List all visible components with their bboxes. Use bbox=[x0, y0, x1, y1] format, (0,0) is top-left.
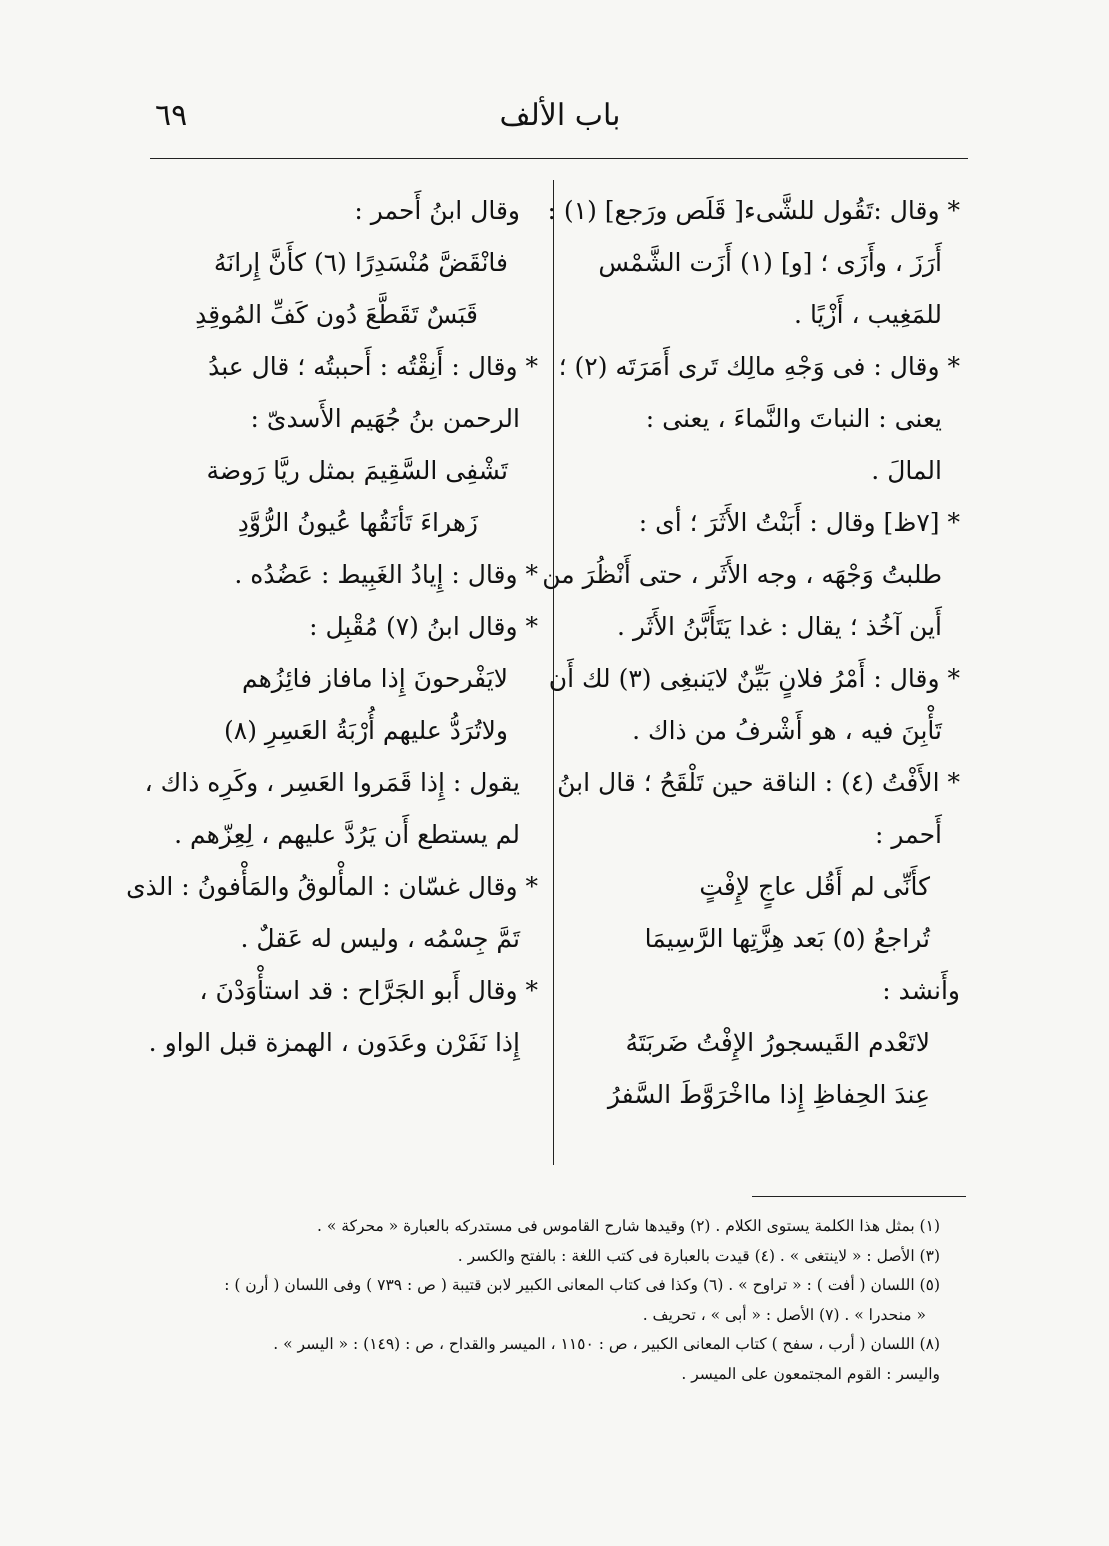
footnote-rule bbox=[752, 1196, 966, 1197]
footnote-line: (١) بمثل هذا الكلمة يستوى الكلام . (٢) وقيدها شارح القاموس فى مستدركه بالعبارة « محركة » . bbox=[317, 1217, 940, 1235]
page-number: ٦٩ bbox=[155, 98, 188, 133]
verse-line: لايَفْرحونَ إِذا مافاز فائِزُهم bbox=[241, 664, 508, 693]
chapter-title: باب الألف bbox=[499, 98, 621, 133]
text-line: * وقال : إِيادُ الغَبِيط : عَضُدُه . bbox=[234, 560, 538, 589]
text-line: طلبتُ وَجْهَه ، وجه الأَثَر ، حتى أَنْظُرَ من bbox=[542, 560, 942, 589]
verse-line: تُراجعُ (٥) بَعد هِزَّتِها الرَّسِيمَا bbox=[644, 924, 930, 953]
verse-line: كأَنِّى لم أَقُل عاجٍ لإِفْتٍ bbox=[699, 872, 930, 901]
text-line: تَأْبِنَ فيه ، هو أَشْرفُ من ذاك . bbox=[632, 716, 942, 745]
text-line: * [٧ظ] وقال : أَبَنْتُ الأَثَرَ ؛ أى : bbox=[638, 508, 960, 537]
verse-line: فانْقَضَّ مُنْسَدِرًا (٦) كأَنَّ إِرانَهُ bbox=[213, 248, 508, 277]
left-column bbox=[118, 185, 538, 1069]
footnote-line: واليسر : القوم المجتمعون على الميسر . bbox=[681, 1364, 940, 1383]
text-line: * وقال ابنُ (٧) مُقْبِل : bbox=[309, 612, 538, 641]
verse-line: لاتَعْدم القَيسجورُ الإِفْتُ ضَربَتَهُ bbox=[625, 1028, 930, 1057]
header-rule bbox=[150, 158, 968, 159]
verse-line: تَشْفِى السَّقِيمَ بمثل ريَّا رَوضة bbox=[206, 456, 508, 485]
right-column bbox=[542, 185, 960, 1121]
text-line: * وقال : أَمْرُ فلانٍ بَيِّنٌ لايَنبغِى (٣) لك أَن bbox=[548, 664, 960, 693]
text-line: المالَ . bbox=[871, 456, 942, 485]
verse-line: زَهراءَ تَأنَقُها عُيونُ الرُّوَّدِ bbox=[237, 508, 478, 537]
text-line: * الأَفْتُ (٤) : الناقة حين تَلْقَحُ ؛ قال ابنُ bbox=[557, 768, 960, 797]
text-line: * وقال : فى وَجْهِ مالِك تَرى أَمَرَتَه (٢) ؛ bbox=[558, 352, 960, 381]
text-line: للمَغِيب ، أَزْيًا . bbox=[794, 300, 942, 329]
footnote-line: (٥) اللسان ( أفت ) : « تراوح » . (٦) وكذا فى كتاب المعانى الكبير لابن قتيبة ( ص : ٧٣٩ ) وفى اللسان ( أرن ) : bbox=[224, 1276, 940, 1294]
text-line: * وقال :تَقُول للشَّىء[ قَلَص ورَجع] (١) : bbox=[547, 196, 960, 225]
text-line: أَين آخُذ ؛ يقال : غدا يَتَأَبَّنُ الأَثَر . bbox=[617, 612, 942, 641]
text-line: تَمَّ جِسْمُه ، وليس له عَقلٌ . bbox=[240, 924, 520, 953]
footnote-line: « منحدرا » . (٧) الأصل : « أبى » ، تحريف . bbox=[642, 1305, 926, 1324]
text-line: وأَنشد : bbox=[882, 976, 960, 1005]
footnote-line: (٣) الأصل : « لاينتغى » . (٤) قيدت بالعبارة فى كتب اللغة : بالفتح والكسر . bbox=[457, 1246, 940, 1265]
verse-line: قَبَسٌ تَقَطَّعَ دُون كَفِّ المُوقِدِ bbox=[195, 300, 478, 329]
text-line: * وقال : أَنِقْتُه : أَحببتُه ؛ قال عبدُ bbox=[208, 352, 538, 381]
footnote-line: (٨) اللسان ( أرب ، سفح ) كتاب المعانى الكبير ، ص : ١١٥٠ ، الميسر والقداح ، ص : (١٤٩) : « اليسر » . bbox=[273, 1335, 940, 1353]
text-line: يعنى : النباتَ والنَّماءَ ، يعنى : bbox=[645, 404, 942, 433]
text-line: الرحمن بنُ جُهَيم الأَسدىّ : bbox=[250, 404, 520, 433]
verse-line: ولاتُرَدُّ عليهم أُرْبَةُ العَسِرِ (٨) bbox=[224, 716, 508, 745]
verse-line: عِندَ الحِفاظِ إِذا مااخْرَوَّطَ السَّفرُ bbox=[607, 1080, 930, 1109]
text-line: * وقال غسّان : المأْلوقُ والمَأْفونُ : الذى bbox=[126, 872, 538, 901]
text-line: وقال ابنُ أَحمر : bbox=[354, 196, 520, 225]
text-line: أَحمر : bbox=[874, 820, 942, 849]
text-line: يقول : إِذا قَمَروا العَسِر ، وكَرِه ذاك ، bbox=[144, 768, 520, 797]
footnotes bbox=[140, 1212, 940, 1389]
text-line: إِذا نَفَرْن وعَدَون ، الهمزة قبل الواو . bbox=[148, 1028, 520, 1057]
text-line: لم يستطع أَن يَرُدَّ عليهم ، لِعِزّهم . bbox=[174, 820, 520, 849]
text-line: * وقال أَبو الجَرَّاح : قد استأْوَدْنَ ، bbox=[199, 976, 538, 1005]
text-line: أَرَزَ ، وأَزَى ؛ [و] (١) أَزَت الشَّمْس bbox=[598, 248, 942, 277]
